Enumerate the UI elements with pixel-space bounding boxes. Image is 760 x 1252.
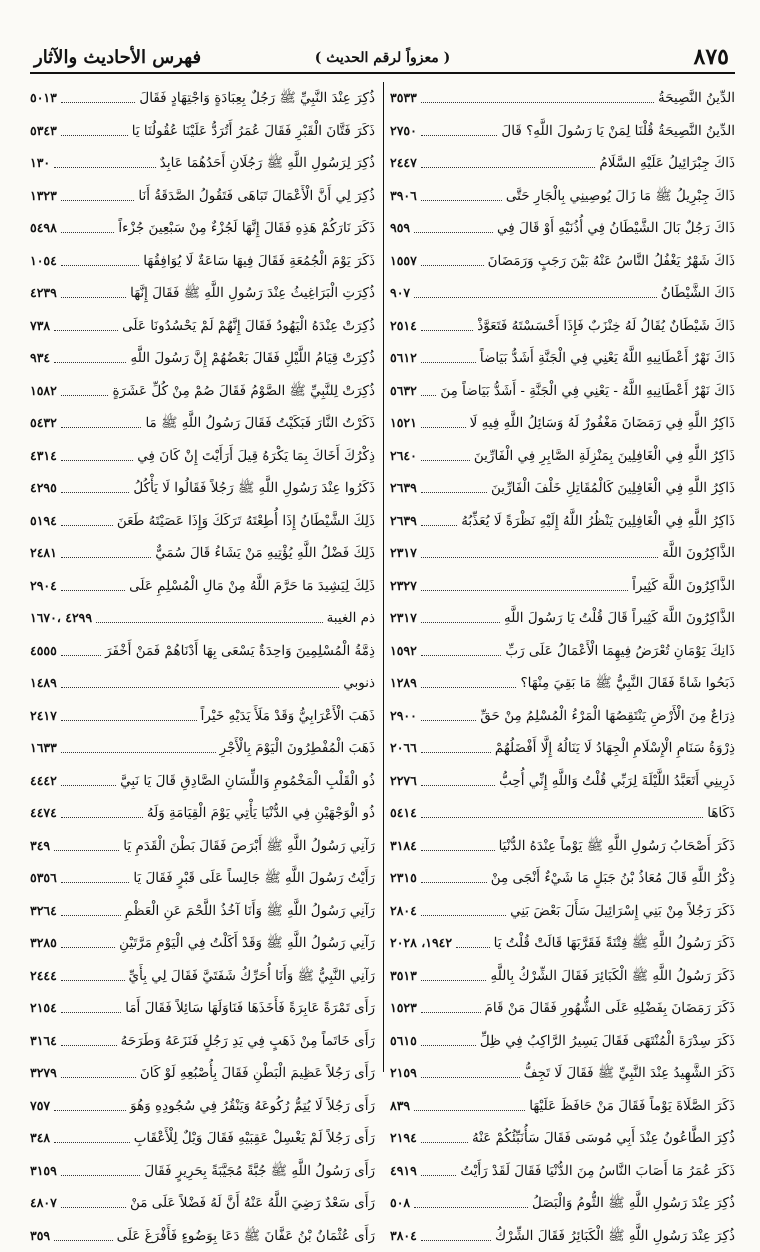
dot-leader <box>61 1011 121 1013</box>
entry-number: ٢٤٤٧ <box>390 147 419 180</box>
entry-number: ٣٢٧٩ <box>30 1057 59 1090</box>
index-entry <box>390 147 735 180</box>
left-column <box>30 82 375 1252</box>
entry-text: ذَاكَ رَجُلٌ بَالَ الشَّيْطَانُ فِي أُذُنَيْهِ أَوْ قَالَ فِي <box>495 212 735 245</box>
entry-text: ذَكَرَ يَوْمَ الْجُمُعَةِ فَقَالَ فِيهَا سَاعَةٌ لَا يُوَافِقُهَا <box>141 245 375 278</box>
index-entry <box>390 537 735 570</box>
entry-text: ذَكَرْتُ النَّارَ فَبَكَيْتُ فَقَالَ رَسُولُ اللَّهِ ﷺ مَا <box>143 407 375 440</box>
dot-leader <box>421 361 476 363</box>
page-number: ٨٧٥ <box>694 44 729 70</box>
dot-leader <box>54 1141 130 1143</box>
entry-text: ذُكِرَ لِي أَنَّ الْأَعْمَالَ تَبَاهَى فَتَقُولُ الصَّدَقَةُ أَنَا <box>136 180 375 213</box>
entry-text: ذُو الْقَلْبِ الْمَخْمُومِ وَاللِّسَانِ الصَّادِقِ قَالَ يَا نَبِيَّ <box>118 765 375 798</box>
dot-leader <box>61 231 115 233</box>
index-entry <box>390 830 735 863</box>
dot-leader <box>421 394 436 396</box>
entry-text: ذَاكِرُ اللَّهِ فِي رَمَضَانَ مَغْفُورٌ لَهُ وَسَائِلُ اللَّهِ فِيهِ لَا <box>468 407 735 440</box>
entry-number: ١٣٢٣ <box>30 180 59 213</box>
index-entry <box>30 375 375 408</box>
index-entry <box>30 440 375 473</box>
entry-number: ٣٤٨ <box>30 1122 52 1155</box>
index-entry <box>30 505 375 538</box>
entry-number: ٥٠٨ <box>390 1187 412 1220</box>
index-entry <box>30 82 375 115</box>
index-entry <box>390 1220 735 1252</box>
entry-text: الذَّاكِرُونَ اللَّهَ <box>660 537 735 570</box>
index-entry <box>390 797 735 830</box>
dot-leader <box>54 361 126 363</box>
section-subtitle: ( معزواً لرقم الحديث ) <box>315 47 451 69</box>
dot-leader <box>421 654 502 656</box>
index-entry <box>30 537 375 570</box>
entry-text: الذَّاكِرُونَ اللَّهَ كَثِيراً <box>630 570 735 603</box>
entry-number: ١٩٤٢، ٢٠٢٨ <box>390 927 454 960</box>
entry-number: ٣١٥٩ <box>30 1155 59 1188</box>
entry-text: ذُكِرَتْ قِيَامُ اللَّيْلِ فَقَالَ بَعْضُهُمْ إِنَّ رَسُولَ اللَّهِ <box>128 342 375 375</box>
dot-leader <box>61 946 115 948</box>
entry-number: ٨٣٩ <box>390 1090 412 1123</box>
entry-text: رَآنِي رَسُولُ اللَّهِ ﷺ أَبْرَصَ فَقَالَ بَطْنَ الْقَدَمِ يَا <box>121 830 375 863</box>
dot-leader <box>61 394 109 396</box>
dot-leader <box>54 849 119 851</box>
entry-number: ١٥٥٧ <box>390 245 419 278</box>
entry-number: ٤٥٥٥ <box>30 635 59 668</box>
entry-text: ذَاكَ شَهْرٌ يَغْفُلُ النَّاسُ عَنْهُ بَيْنَ رَجَبٍ وَرَمَضَانَ <box>486 245 735 278</box>
dot-leader <box>421 816 703 818</box>
entry-number: ٢٩٠٤ <box>30 570 59 603</box>
entry-text: ذَهَبَ الْمُفْطِرُونَ الْيَوْمَ بِالْأَجْرِ <box>218 732 375 765</box>
entry-text: ذَاكَ جِبْرَائِيلُ عَلَيْهِ السَّلَامُ <box>597 147 735 180</box>
dot-leader <box>421 686 517 688</box>
entry-number: ٢٨٠٤ <box>390 895 419 928</box>
dot-leader <box>61 914 121 916</box>
entry-text: ذَاكَ نَهْرٌ أَعْطَانِيهِ اللَّهُ يَعْنِي فِي الْجَنَّةِ أَشَدُّ بَيَاضاً <box>478 342 735 375</box>
entry-number: ٥٤١٤ <box>390 797 419 830</box>
entry-number: ٧٥٧ <box>30 1090 52 1123</box>
entry-text: ذِكْرُكَ أَخَاكَ بِمَا يَكْرَهُ قِيلَ أَرَأَيْتَ إِنْ كَانَ فِي <box>135 440 375 473</box>
index-entry <box>30 570 375 603</box>
dot-leader <box>61 524 113 526</box>
entry-number: ١٢٨٩ <box>390 667 419 700</box>
index-entry <box>30 472 375 505</box>
index-entry <box>390 960 735 993</box>
dot-leader <box>61 264 139 266</box>
entry-text: ذَهَبَ الْأَعْرَابِيُّ وَقَدْ مَلَأَ يَدَيْهِ خَيْراً <box>199 700 375 733</box>
index-entry <box>390 1187 735 1220</box>
dot-leader <box>421 166 596 168</box>
index-entry <box>390 1025 735 1058</box>
dot-leader <box>421 491 487 493</box>
entry-number: ٩٠٧ <box>390 277 412 310</box>
dot-leader <box>61 719 197 721</box>
index-entry <box>390 1155 735 1188</box>
index-entry <box>390 180 735 213</box>
dot-leader <box>456 946 490 948</box>
index-entry <box>390 115 735 148</box>
dot-leader <box>421 751 491 753</box>
entry-text: الذَّاكِرُونَ اللَّهَ كَثِيراً قَالَ قُلْتُ يَا رَسُولَ اللَّهِ <box>502 602 735 635</box>
entry-text: رَأَى رَجُلاً عَظِيمَ الْبَطْنِ فَقَالَ بِأُصْبُعِهِ لَوْ كَانَ <box>138 1057 375 1090</box>
entry-text: ذَاكَ شَيْطَانٌ يُقَالُ لَهُ خِنْزَبٌ فَإِذَا أَحْسَسْتَهُ فَتَعَوَّذْ <box>475 310 735 343</box>
entry-text: ذُكِرَ عِنْدَ رَسُولِ اللَّهِ ﷺ الْكَبَائِرُ فَقَالَ الشِّرْكُ <box>493 1220 735 1252</box>
dot-leader <box>61 426 142 428</box>
dot-leader <box>61 816 143 818</box>
dot-leader <box>421 1239 491 1241</box>
entry-number: ٥٦٣٢ <box>390 375 419 408</box>
entry-text: ذَكَرَ فَتَّانَ الْقَبْرِ فَقَالَ عُمَرُ أَتُرَدُّ عَلَيْنَا عُقُولُنَا يَا <box>130 115 375 148</box>
entry-text: ذم الغيبة <box>325 602 375 635</box>
index-entry <box>30 927 375 960</box>
index-entry <box>30 1220 375 1252</box>
entry-text: رَأَى تَمْرَةً عَابِرَةً فَأَخَذَهَا فَنَاوَلَهَا سَائِلاً فَقَالَ أَمَا <box>123 992 375 1025</box>
index-entry <box>390 212 735 245</box>
entry-number: ٤٣١٤ <box>30 440 59 473</box>
index-entry <box>390 1090 735 1123</box>
entry-text: ذَلِكَ الشَّيْطَانُ إِذَا أُطِعْتَهُ تَرَكَكَ وَإِذَا عَصَيْتَهُ طَعَنَ <box>115 505 375 538</box>
dot-leader <box>414 1109 525 1111</box>
entry-text: ذَكَرَ الصَّلَاةَ يَوْماً فَقَالَ مَنْ حَافَظَ عَلَيْهَا <box>527 1090 735 1123</box>
entry-number: ٥٦١٥ <box>390 1025 419 1058</box>
entry-number: ٢٣١٥ <box>390 862 419 895</box>
entry-text: رَأَى عُثْمَانُ بْنُ عَفَّانَ ﷺ دَعَا بِوَضُوءٍ فَأَفْرَغَ عَلَى <box>115 1220 375 1252</box>
entry-text: ذَاكِرُ اللَّهِ فِي الْغَافِلِينَ بِمَنْزِلَةِ الصَّابِرِ فِي الْفَارِّينَ <box>472 440 735 473</box>
entry-number: ١٥٢٣ <box>390 992 419 1025</box>
dot-leader <box>421 914 506 916</box>
entry-text: ذَاكِرُ اللَّهِ فِي الْغَافِلِينَ كَالْمُقَاتِلِ خَلْفَ الْفَارِّينَ <box>489 472 735 505</box>
entry-number: ٣٩٠٦ <box>390 180 419 213</box>
entry-text: ذَاكَ جِبْرِيلُ ﷺ مَا زَالَ يُوصِينِي بِالْجَارِ حَتَّى <box>504 180 735 213</box>
entry-number: ٤٢٣٩ <box>30 277 59 310</box>
entry-text: ذَكَرَ سِدْرَةَ الْمُنْتَهَى فَقَالَ يَسِيرُ الرَّاكِبُ فِي ظِلِّ <box>478 1025 735 1058</box>
entry-text: ذُكِرَ عِنْدَ النَّبِيِّ ﷺ رَجُلٌ بِعِبَادَةٍ وَاجْتِهَادٍ فَقَالَ <box>137 82 375 115</box>
entry-text: رَآنِي رَسُولُ اللَّهِ ﷺ وَقَدْ أَكَلْتُ فِي الْيَوْمِ مَرَّتَيْنِ <box>117 927 375 960</box>
entry-text: ذَبَحُوا شَاةً فَقَالَ النَّبِيُّ ﷺ مَا بَقِيَ مِنْهَا؟ <box>518 667 735 700</box>
entry-text: ذُكِرَ الطَّاعُونُ عِنْدَ أَبِي مُوسَى فَقَالَ سَأُنَبِّئُكُمْ عَنْهُ <box>470 1122 735 1155</box>
entry-number: ٤٩١٩ <box>390 1155 419 1188</box>
dot-leader <box>421 101 654 103</box>
dot-leader <box>54 1109 126 1111</box>
entry-text: ذُكِرَ لِرَسُولِ اللَّهِ ﷺ رَجُلَانِ أَحَدُهُمَا عَابِدٌ <box>158 147 375 180</box>
entry-number: ٤٢٩٩ ،١٦٧٠ <box>30 602 94 635</box>
dot-leader <box>421 1174 456 1176</box>
entry-number: ١٦٣٣ <box>30 732 59 765</box>
entry-text: ذَانِكَ يَوْمَانِ تُعْرَضُ فِيهِمَا الْأَعْمَالُ عَلَى رَبِّ <box>503 635 735 668</box>
entry-number: ٥٣٥٦ <box>30 862 59 895</box>
entry-number: ١٥٨٢ <box>30 375 59 408</box>
index-entry <box>390 570 735 603</box>
entry-text: ذَكَاهَا <box>705 797 735 830</box>
entry-number: ٣٥٣٣ <box>390 82 419 115</box>
entry-number: ٤٤٧٤ <box>30 797 59 830</box>
dot-leader <box>61 1044 117 1046</box>
index-entry <box>390 602 735 635</box>
entry-number: ١٣٠ <box>30 147 52 180</box>
index-entry <box>30 992 375 1025</box>
index-entry <box>30 180 375 213</box>
dot-leader <box>61 751 216 753</box>
index-entry <box>30 1187 375 1220</box>
index-entry <box>390 245 735 278</box>
dot-leader <box>54 166 156 168</box>
entry-number: ٢٥١٤ <box>390 310 419 343</box>
entry-text: ذَاكَ نَهْرٌ أَعْطَانِيهِ اللَّهُ - يَعْنِي فِي الْجَنَّةِ - أَشَدُّ بَيَاضاً مِنَ <box>438 375 735 408</box>
entry-text: ذِرْوَةُ سَنَامِ الْإِسْلَامِ الْجِهَادُ لَا يَنَالُهُ إِلَّا أَفْضَلُهُمْ <box>493 732 735 765</box>
dot-leader <box>96 621 322 623</box>
entry-text: الدِّينُ النَّصِيحَةُ <box>656 82 735 115</box>
entry-text: ذِكْرُ اللَّهِ قَالَ مُعَاذُ بْنُ جَبَلٍ مَا شَيْءٌ أَنْجَى مِنْ <box>489 862 735 895</box>
index-columns <box>30 82 735 1072</box>
entry-text: ذِرَاعٌ مِنَ الْأَرْضِ يَنْتَقِصُهَا الْمَرْءُ الْمُسْلِمُ مِنْ حَقِّ <box>478 700 735 733</box>
entry-number: ١٥٩٢ <box>390 635 419 668</box>
index-entry <box>30 1025 375 1058</box>
entry-number: ١٤٨٩ <box>30 667 59 700</box>
dot-leader <box>421 1141 468 1143</box>
index-entry <box>390 862 735 895</box>
entry-text: ذَكَرَ أَصْحَابُ رَسُولِ اللَّهِ ﷺ يَوْماً عِنْدَهُ الدُّنْيَا <box>497 830 735 863</box>
dot-leader <box>421 459 470 461</box>
entry-number: ٢٣٢٧ <box>390 570 419 603</box>
dot-leader <box>61 199 135 201</box>
entry-number: ٩٣٤ <box>30 342 52 375</box>
dot-leader <box>421 329 473 331</box>
entry-number: ٢١٥٩ <box>390 1057 419 1090</box>
dot-leader <box>421 589 628 591</box>
index-entry <box>390 895 735 928</box>
index-entry <box>30 732 375 765</box>
entry-number: ٣٥٩ <box>30 1220 52 1252</box>
entry-number: ٢٦٣٩ <box>390 505 419 538</box>
entry-number: ٢٣١٧ <box>390 537 419 570</box>
index-entry <box>30 212 375 245</box>
index-entry <box>30 1090 375 1123</box>
index-entry <box>30 147 375 180</box>
entry-text: ذُو الْوَجْهَيْنِ فِي الدُّنْيَا يَأْتِي يَوْمَ الْقِيَامَةِ وَلَهُ <box>145 797 375 830</box>
entry-text: ذَكَرُوا عِنْدَ رَسُولِ اللَّهِ ﷺ رَجُلاً فَقَالُوا لَا يَأْكُلُ <box>131 472 375 505</box>
index-entry <box>390 667 735 700</box>
entry-text: ذَكَرَ رَسُولُ اللَّهِ ﷺ الْكَبَائِرَ فَقَالَ الشِّرْكُ بِاللَّهِ <box>488 960 735 993</box>
dot-leader <box>54 1239 112 1241</box>
dot-leader <box>421 881 487 883</box>
entry-number: ٢٤٨١ <box>30 537 59 570</box>
index-entry <box>390 310 735 343</box>
entry-text: ذُكِرَتْ عِنْدَهُ الْيَهُودُ فَقَالَ إِنَّهُمْ لَمْ يَحْسُدُونَا عَلَى <box>120 310 375 343</box>
entry-text: ذَلِكَ لِيَشِيدَ مَا حَرَّمَ اللَّهُ مِنْ مَالِ الْمُسْلِمِ عَلَى <box>127 570 375 603</box>
entry-text: الدِّينُ النَّصِيحَةُ قُلْنَا لِمَنْ يَا رَسُولَ اللَّهِ؟ قَالَ <box>499 115 735 148</box>
dot-leader <box>421 979 487 981</box>
entry-number: ٤٤٤٢ <box>30 765 59 798</box>
entry-text: رَأَيْتُ رَسُولَ اللَّهِ ﷺ جَالِساً عَلَى قَبْرٍ فَقَالَ يَا <box>131 862 375 895</box>
index-entry <box>390 635 735 668</box>
index-entry <box>30 310 375 343</box>
entry-text: ذَكَرَ الشَّهِيدُ عِنْدَ النَّبِيِّ ﷺ فَقَالَ لَا تَجِفُّ <box>522 1057 735 1090</box>
right-column <box>390 82 735 1252</box>
entry-number: ٢٩٠٠ <box>390 700 419 733</box>
index-entry <box>30 765 375 798</box>
entry-number: ٢٢٧٦ <box>390 765 419 798</box>
index-entry <box>30 602 375 635</box>
entry-text: ذِمَّةُ الْمُسْلِمِينَ وَاحِدَةٌ يَسْعَى بِهَا أَدْنَاهُمْ فَمَنْ أَخْفَرَ <box>103 635 375 668</box>
entry-number: ٥٤٩٨ <box>30 212 59 245</box>
index-entry <box>30 1122 375 1155</box>
entry-text: رَآنِي النَّبِيُّ ﷺ وَأَنَا أُحَرِّكُ شَفَتَيَّ فَقَالَ لِي بِأَيِّ <box>127 960 375 993</box>
entry-text: ذَرِينِي أَتَعَبَّدُ اللَّيْلَةَ لِرَبِّي قُلْتُ وَاللَّهِ إِنِّي أُحِبُّ <box>497 765 735 798</box>
dot-leader <box>414 296 657 298</box>
entry-number: ٢٤٤٤ <box>30 960 59 993</box>
entry-text: ذَاكِرُ اللَّهِ فِي الْغَافِلِينَ يَنْظُرُ اللَّهُ إِلَيْهِ نَظْرَةً لَا يُعَذِّبُهُ <box>459 505 735 538</box>
entry-text: ذَكَرَ رَسُولُ اللَّهِ ﷺ فِتْنَةً فَقَرَّبَهَا قَالَتْ قُلْتُ يَا <box>492 927 735 960</box>
index-entry <box>30 1057 375 1090</box>
entry-number: ٢١٩٤ <box>390 1122 419 1155</box>
dot-leader <box>61 101 136 103</box>
index-entry <box>390 1122 735 1155</box>
entry-number: ٥٣٤٣ <box>30 115 59 148</box>
index-entry <box>30 407 375 440</box>
index-entry <box>390 472 735 505</box>
dot-leader <box>421 199 502 201</box>
entry-number: ٢١٥٤ <box>30 992 59 1025</box>
dot-leader <box>421 134 498 136</box>
dot-leader <box>421 524 457 526</box>
index-entry <box>30 342 375 375</box>
entry-text: رَآنِي رَسُولُ اللَّهِ ﷺ وَأَنَا آخُذُ اللَّحْمَ عَنِ الْعَظْمِ <box>123 895 375 928</box>
dot-leader <box>421 426 466 428</box>
index-entry <box>30 245 375 278</box>
index-entry <box>30 1155 375 1188</box>
index-entry <box>30 862 375 895</box>
entry-number: ٣١٨٤ <box>390 830 419 863</box>
index-entry <box>30 635 375 668</box>
entry-number: ٥٠١٣ <box>30 82 59 115</box>
index-entry <box>30 830 375 863</box>
dot-leader <box>421 1044 476 1046</box>
entry-text: ذُكِرَ عِنْدَ رَسُولِ اللَّهِ ﷺ الثُّومُ وَالْبَصَلُ <box>530 1187 735 1220</box>
entry-text: رَأَى رَسُولُ اللَّهِ ﷺ جُبَّةً مُجَيَّبَةً بِحَرِيرٍ فَقَالَ <box>142 1155 375 1188</box>
index-entry <box>390 992 735 1025</box>
dot-leader <box>421 1076 520 1078</box>
index-entry <box>390 765 735 798</box>
entry-text: ذَلِكَ فَضْلُ اللَّهِ يُؤْتِيهِ مَنْ يَشَاءُ قَالَ سُمَيٌّ <box>153 537 375 570</box>
index-page <box>30 44 735 1072</box>
dot-leader <box>61 979 125 981</box>
dot-leader <box>421 264 484 266</box>
column-divider <box>383 82 384 1072</box>
index-entry <box>390 1057 735 1090</box>
entry-number: ٣٢٨٥ <box>30 927 59 960</box>
index-entry <box>390 927 735 960</box>
entry-number: ٢٣١٧ <box>390 602 419 635</box>
entry-number: ١٥٢١ <box>390 407 419 440</box>
entry-text: رَأَى خَاتَماً مِنْ ذَهَبٍ فِي يَدِ رَجُلٍ فَنَزَعَهُ وَطَرَحَهُ <box>119 1025 375 1058</box>
dot-leader <box>414 1206 528 1208</box>
dot-leader <box>61 881 129 883</box>
index-entry <box>390 82 735 115</box>
entry-number: ٤٢٩٥ <box>30 472 59 505</box>
entry-number: ٣١٦٤ <box>30 1025 59 1058</box>
index-entry <box>30 115 375 148</box>
dot-leader <box>54 329 118 331</box>
entry-text: ذَاكَ الشَّيْطَانُ <box>659 277 735 310</box>
entry-number: ٥١٩٤ <box>30 505 59 538</box>
index-entry <box>390 407 735 440</box>
index-entry <box>390 375 735 408</box>
dot-leader <box>414 231 493 233</box>
entry-number: ٣٢٦٤ <box>30 895 59 928</box>
dot-leader <box>61 134 128 136</box>
running-title: فهرس الأحاديث والآثار <box>34 46 201 70</box>
index-entry <box>390 342 735 375</box>
dot-leader <box>61 784 116 786</box>
entry-text: ذَكَرَ رَجُلاً مِنْ بَنِي إِسْرَائِيلَ سَأَلَ بَعْضَ بَنِي <box>508 895 735 928</box>
entry-text: رَأَى سَعْدٌ رَضِيَ اللَّهُ عَنْهُ أَنَّ لَهُ فَضْلاً عَلَى مَنْ <box>128 1187 375 1220</box>
dot-leader <box>61 654 101 656</box>
index-entry <box>390 440 735 473</box>
entry-text: ذَكَرَ عُمَرُ مَا أَصَابَ النَّاسُ مِنَ الدُّنْيَا فَقَالَ لَقَدْ رَأَيْتُ <box>458 1155 735 1188</box>
entry-number: ٣٤٩ <box>30 830 52 863</box>
entry-text: رَأَى رَجُلاً لَا يُتِمُّ رُكُوعَهُ وَيَنْقُرُ فِي سُجُودِهِ وَهُوَ <box>128 1090 375 1123</box>
entry-number: ٢٠٦٦ <box>390 732 419 765</box>
entry-text: ذُكِرَتِ الْبَرَاغِيثُ عِنْدَ رَسُولِ اللَّهِ ﷺ فَقَالَ إِنَّهَا <box>128 277 375 310</box>
index-entry <box>30 797 375 830</box>
dot-leader <box>61 686 339 688</box>
dot-leader <box>421 849 495 851</box>
entry-text: ذَكَرَ نَارَكُمْ هَذِهِ فَقَالَ إِنَّهَا لَجُزْءٌ مِنْ سَبْعِينَ جُزْءاً <box>116 212 375 245</box>
dot-leader <box>61 491 130 493</box>
index-entry <box>390 277 735 310</box>
entry-number: ٢٤١٧ <box>30 700 59 733</box>
index-entry <box>30 667 375 700</box>
index-entry <box>390 505 735 538</box>
entry-text: ذُكِرَتْ لِلنَّبِيِّ ﷺ الصَّوْمُ فَقَالَ صُمْ مِنْ كُلِّ عَشَرَةٍ <box>110 375 375 408</box>
dot-leader <box>61 589 125 591</box>
index-entry <box>30 895 375 928</box>
index-entry <box>390 732 735 765</box>
entry-number: ٢٦٣٩ <box>390 472 419 505</box>
entry-text: ذنوبي <box>341 667 375 700</box>
dot-leader <box>421 719 476 721</box>
entry-number: ٢٧٥٠ <box>390 115 419 148</box>
index-entry <box>30 700 375 733</box>
entry-number: ٤٨٠٧ <box>30 1187 59 1220</box>
entry-text: رَأَى رَجُلاً لَمْ يَغْسِلْ عَقِبَيْهِ فَقَالَ وَيْلٌ لِلْأَعْقَابِ <box>132 1122 375 1155</box>
index-entry <box>30 277 375 310</box>
index-entry <box>390 700 735 733</box>
entry-number: ٥٦١٢ <box>390 342 419 375</box>
dot-leader <box>61 1206 126 1208</box>
entry-number: ٣٨٠٤ <box>390 1220 419 1252</box>
entry-text: ذَكَرَ رَمَضَانَ بِفَضْلِهِ عَلَى الشُّهُورِ فَقَالَ مَنْ قَامَ <box>483 992 735 1025</box>
entry-number: ٩٥٩ <box>390 212 412 245</box>
dot-leader <box>421 1011 481 1013</box>
entry-number: ٧٣٨ <box>30 310 52 343</box>
entry-number: ٣٥١٣ <box>390 960 419 993</box>
entry-number: ٥٤٣٢ <box>30 407 59 440</box>
page-header <box>30 44 735 74</box>
entry-number: ١٠٥٤ <box>30 245 59 278</box>
dot-leader <box>61 1076 136 1078</box>
dot-leader <box>61 296 126 298</box>
entry-number: ٢٦٤٠ <box>390 440 419 473</box>
dot-leader <box>421 621 500 623</box>
dot-leader <box>61 1174 140 1176</box>
dot-leader <box>61 556 151 558</box>
dot-leader <box>421 556 658 558</box>
dot-leader <box>421 784 495 786</box>
index-entry <box>30 960 375 993</box>
dot-leader <box>61 459 133 461</box>
